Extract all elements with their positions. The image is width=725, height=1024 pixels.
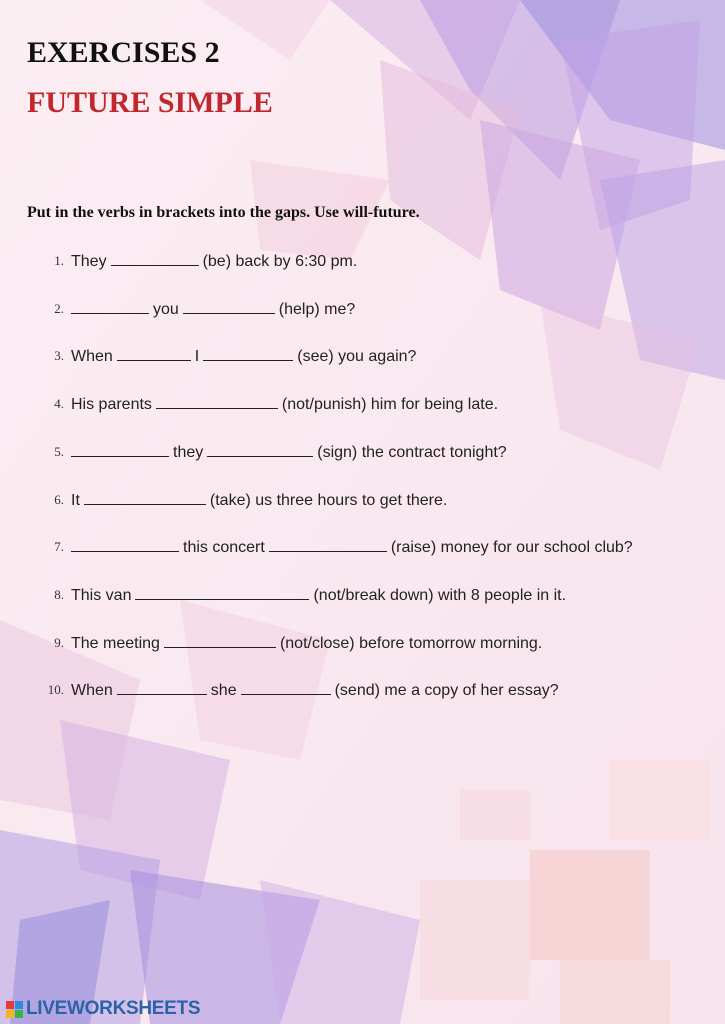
item-number: 7. — [54, 539, 64, 555]
item-number: 8. — [54, 586, 64, 602]
item-number: 6. — [54, 491, 64, 507]
answer-blank[interactable] — [164, 633, 276, 648]
sentence-text: (be) back by 6:30 pm. — [202, 253, 358, 270]
sentence-text: When — [71, 348, 113, 366]
sentence-text: (see) you again? — [297, 348, 417, 366]
answer-blank[interactable] — [117, 346, 191, 361]
brand-square — [6, 1001, 14, 1009]
sentence-text: (help) me? — [278, 300, 356, 318]
answer-blank[interactable] — [71, 442, 169, 457]
item-sentence — [71, 680, 559, 700]
sentence-text: This van — [71, 586, 132, 604]
sentence-text: (take) us three hours to get there. — [209, 491, 448, 509]
item-sentence — [71, 346, 416, 366]
sentence-text: (not/punish) him for being late. — [281, 396, 499, 414]
sentence-text: The meeting — [71, 634, 160, 652]
item-number: 1. — [54, 253, 64, 268]
sentence-text: (send) me a copy of her essay? — [334, 682, 559, 700]
item-number: 10. — [47, 682, 64, 698]
answer-blank[interactable] — [207, 442, 313, 457]
answer-blank[interactable] — [111, 251, 199, 266]
item-number: 9. — [54, 634, 64, 650]
answer-blank[interactable] — [183, 299, 275, 314]
item-sentence — [71, 537, 633, 557]
worksheet-title: EXERCISES 2 — [27, 36, 220, 69]
brand-label: LIVEWORKSHEETS — [26, 998, 201, 1019]
brand-square — [6, 1010, 14, 1018]
worksheet-subtitle: FUTURE SIMPLE — [27, 86, 273, 119]
answer-blank[interactable] — [156, 394, 278, 409]
item-number: 5. — [54, 443, 64, 459]
liveworksheets-icon — [6, 1001, 23, 1018]
sentence-text: (not/close) before tomorrow morning. — [279, 634, 543, 652]
answer-blank[interactable] — [241, 680, 331, 695]
item-sentence — [71, 633, 542, 653]
sentence-text: When — [71, 682, 113, 700]
sentence-text: His parents — [71, 396, 152, 414]
answer-blank[interactable] — [269, 537, 387, 552]
sentence-text: (not/break down) with 8 people in it. — [313, 586, 567, 604]
answer-blank[interactable] — [135, 585, 309, 600]
item-number: 3. — [54, 348, 64, 364]
liveworksheets-logo — [6, 998, 200, 1020]
answer-blank[interactable] — [84, 490, 206, 505]
brand-square — [15, 1001, 23, 1009]
sentence-text: I — [194, 348, 200, 366]
item-number: 2. — [54, 300, 64, 316]
sentence-text: (sign) the contract tonight? — [317, 443, 507, 461]
sentence-text: she — [210, 682, 237, 700]
answer-blank[interactable] — [71, 299, 149, 314]
answer-blank[interactable] — [71, 537, 179, 552]
item-sentence — [71, 442, 507, 462]
item-sentence — [71, 394, 498, 414]
answer-blank[interactable] — [203, 346, 293, 361]
sentence-text: this concert — [183, 539, 265, 557]
sentence-text: They — [71, 253, 107, 270]
item-sentence — [71, 251, 357, 271]
instructions: Put in the verbs in brackets into the gaps. Use will-future. — [27, 204, 420, 221]
item-number: 4. — [54, 396, 64, 412]
sentence-text: they — [173, 443, 204, 461]
sentence-text: It — [71, 491, 80, 509]
sentence-text: (raise) money for our school club? — [390, 539, 633, 557]
item-sentence — [71, 490, 447, 510]
item-sentence — [71, 299, 355, 319]
sentence-text: you — [153, 300, 179, 318]
item-sentence — [71, 585, 566, 605]
answer-blank[interactable] — [117, 680, 207, 695]
brand-square — [15, 1010, 23, 1018]
